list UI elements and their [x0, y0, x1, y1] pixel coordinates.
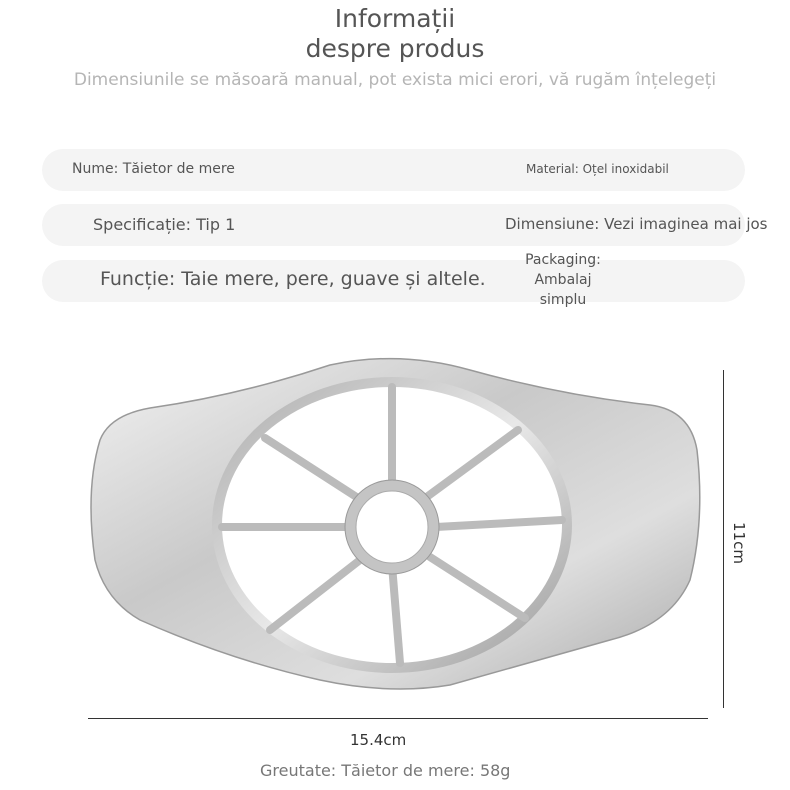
width-dimension-line	[88, 718, 708, 719]
width-label: 15.4cm	[350, 731, 407, 749]
height-label: 11cm	[730, 522, 748, 564]
spec-name: Nume: Tăietor de mere	[72, 161, 235, 177]
title-line-1: Informații	[334, 4, 456, 33]
subtitle: Dimensiunile se măsoară manual, pot exista mici erori, vă rugăm înțelegeți	[73, 70, 717, 90]
packaging-label: Packaging:	[525, 252, 601, 268]
title-line-2: despre produs	[305, 34, 485, 63]
spec-dimension: Dimensiune: Vezi imaginea mai jos	[505, 215, 768, 233]
height-dimension-line	[723, 370, 724, 708]
spec-material: Material: Oțel inoxidabil	[526, 162, 669, 176]
packaging-value-1: Ambalaj	[534, 272, 592, 288]
packaging-value-2: simplu	[539, 292, 587, 308]
spec-specification: Specificație: Tip 1	[93, 215, 236, 234]
spec-function: Funcție: Taie mere, pere, guave și altele.	[100, 268, 486, 290]
weight-label: Greutate: Tăietor de mere: 58g	[260, 761, 511, 780]
